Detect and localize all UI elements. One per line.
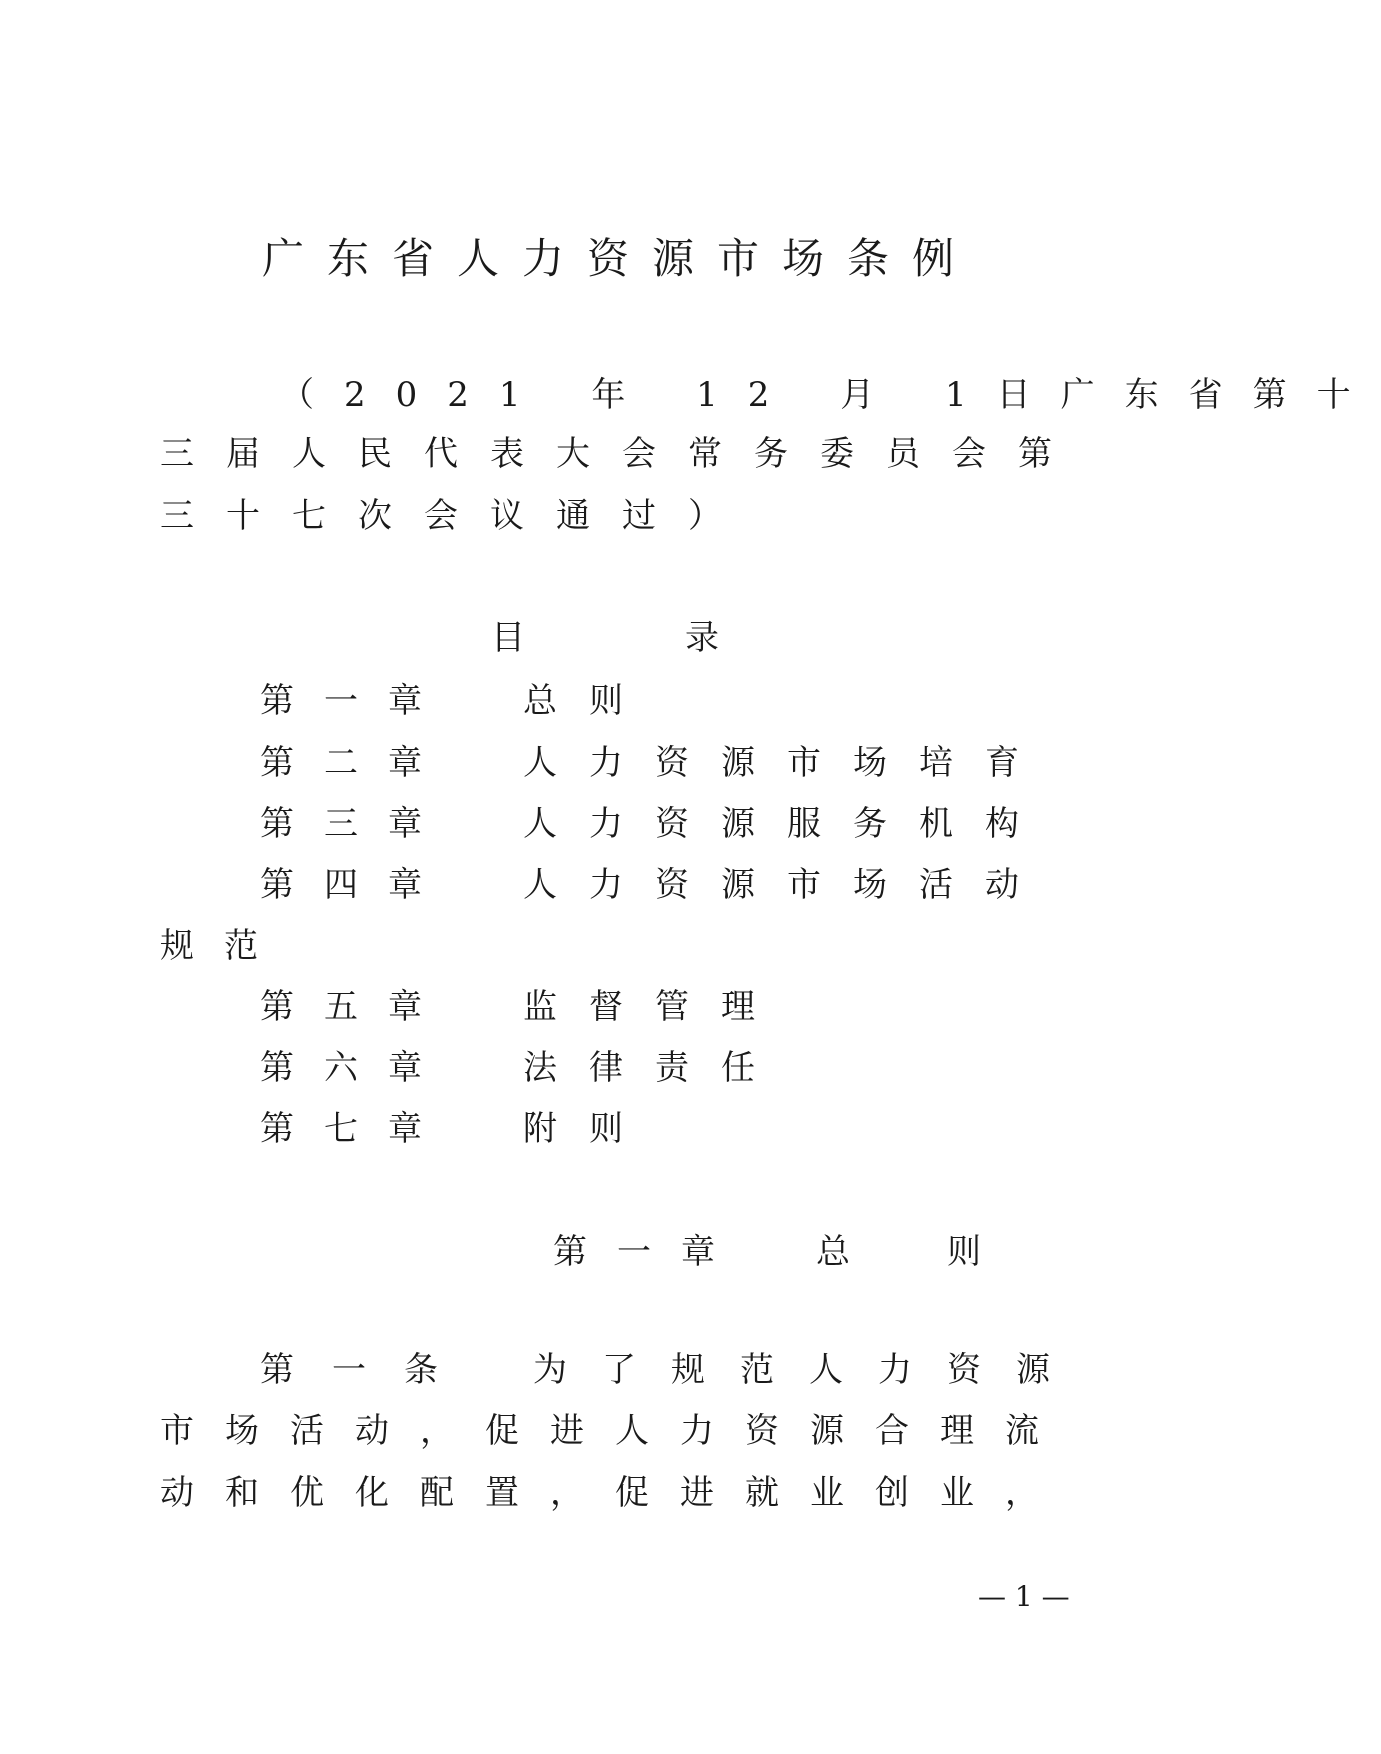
toc-item-name: 人力资源服务机构	[523, 804, 1051, 844]
adoption-note-line-3: 三十七次会议通过）	[160, 496, 754, 536]
adoption-note-line-1: （2021 年 12 月 1日广东省第十	[280, 375, 1381, 415]
toc-item-name: 人力资源市场培育	[523, 743, 1051, 783]
toc-heading-right: 录	[685, 618, 719, 658]
chapter-1-name-part-1: 总	[816, 1232, 850, 1272]
toc-item-number: 第五章	[260, 987, 452, 1027]
toc-item-number: 第二章	[260, 743, 452, 783]
adoption-note-line-2: 三届人民代表大会常务委员会第	[160, 434, 1084, 474]
chapter-1-number: 第一章	[553, 1232, 745, 1272]
toc-item-name: 法律责任	[523, 1048, 787, 1088]
article-1-label: 第一条	[260, 1350, 476, 1390]
toc-item-4-continuation: 规范	[160, 926, 288, 966]
toc-item-name: 人力资源市场活动	[523, 865, 1051, 905]
toc-item-number: 第六章	[260, 1048, 452, 1088]
article-1-line-1: 为了规范人力资源	[533, 1350, 1085, 1390]
toc-item-number: 第七章	[260, 1109, 452, 1149]
toc-item-name: 监督管理	[523, 987, 787, 1027]
toc-item-name: 附则	[523, 1109, 655, 1149]
page-number: — 1 —	[978, 1580, 1070, 1613]
toc-item-number: 第四章	[260, 865, 452, 905]
toc-item-number: 第三章	[260, 804, 452, 844]
toc-item-number: 第一章	[260, 681, 452, 721]
article-1-line-3: 动和优化配置，促进就业创业，	[160, 1473, 1070, 1513]
toc-item-name: 总则	[523, 681, 655, 721]
document-title: 广东省人力资源市场条例	[262, 234, 978, 283]
chapter-1-name-part-2: 则	[947, 1232, 981, 1272]
toc-heading-left: 目	[491, 618, 525, 658]
article-1-line-2: 市场活动，促进人力资源合理流	[160, 1411, 1070, 1451]
